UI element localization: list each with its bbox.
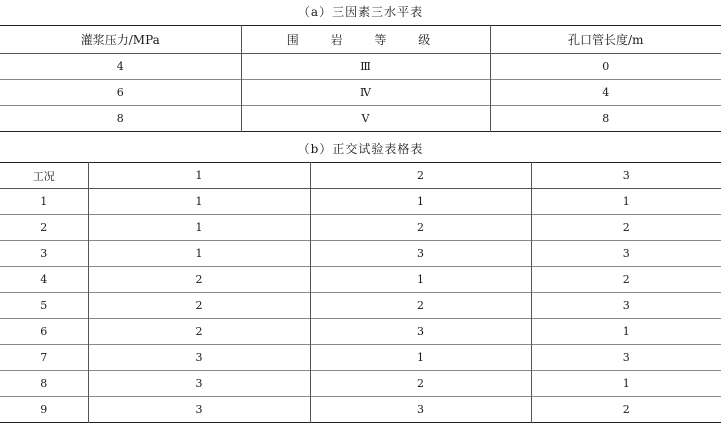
- table-b-header-row: [0, 163, 721, 189]
- table-cell: 5: [0, 293, 88, 319]
- table-cell: 8: [0, 106, 241, 132]
- table-cell: 2: [310, 371, 531, 397]
- table-row: [0, 397, 721, 423]
- table-row: [0, 293, 721, 319]
- table-cell: 3: [531, 345, 721, 371]
- table-cell: Ⅳ: [241, 80, 490, 106]
- table-row: [0, 106, 721, 132]
- table-cell: 2: [88, 267, 310, 293]
- table-cell: 3: [88, 371, 310, 397]
- table-cell: 2: [531, 215, 721, 241]
- table-cell: 2: [531, 397, 721, 423]
- table-cell: 1: [310, 189, 531, 215]
- orthogonal-test-table: [0, 162, 721, 423]
- table-cell: Ⅴ: [241, 106, 490, 132]
- table-cell: 8: [490, 106, 721, 132]
- table-cell: 3: [0, 241, 88, 267]
- table-cell: 9: [0, 397, 88, 423]
- table-cell: 3: [310, 319, 531, 345]
- table-cell: 1: [88, 241, 310, 267]
- table-cell: 1: [88, 189, 310, 215]
- table-cell: 2: [531, 267, 721, 293]
- header-factor-1: 1: [88, 163, 310, 189]
- header-rock-grade: 围 岩 等 级: [241, 26, 490, 54]
- table-cell: 1: [88, 215, 310, 241]
- table-row: [0, 319, 721, 345]
- header-factor-3: 3: [531, 163, 721, 189]
- header-case: 工况: [0, 163, 88, 189]
- table-cell: 1: [0, 189, 88, 215]
- table-row: [0, 215, 721, 241]
- table-cell: 6: [0, 319, 88, 345]
- table-row: [0, 241, 721, 267]
- table-cell: 6: [0, 80, 241, 106]
- table-cell: 1: [531, 189, 721, 215]
- table-row: [0, 54, 721, 80]
- three-factor-level-table: [0, 25, 721, 132]
- table-cell: Ⅲ: [241, 54, 490, 80]
- header-orifice-pipe-length: 孔口管长度/m: [490, 26, 721, 54]
- table-row: [0, 345, 721, 371]
- table-cell: 8: [0, 371, 88, 397]
- table-row: [0, 371, 721, 397]
- table-cell: 7: [0, 345, 88, 371]
- table-cell: 3: [88, 345, 310, 371]
- table-cell: 2: [88, 319, 310, 345]
- table-cell: 2: [310, 215, 531, 241]
- table-a-header-row: [0, 26, 721, 54]
- table-cell: 2: [310, 293, 531, 319]
- header-factor-2: 2: [310, 163, 531, 189]
- header-grouting-pressure: 灌浆压力/MPa: [0, 26, 241, 54]
- table-cell: 4: [0, 54, 241, 80]
- table-cell: 3: [531, 293, 721, 319]
- table-cell: 4: [0, 267, 88, 293]
- table-a-caption: （a）三因素三水平表: [297, 5, 424, 19]
- table-cell: 1: [310, 345, 531, 371]
- table-cell: 1: [310, 267, 531, 293]
- table-cell: 2: [0, 215, 88, 241]
- table-cell: 2: [88, 293, 310, 319]
- table-cell: 3: [310, 241, 531, 267]
- table-row: [0, 189, 721, 215]
- table-row: [0, 267, 721, 293]
- table-cell: 3: [310, 397, 531, 423]
- table-b-caption: （b）正交试验表格表: [297, 142, 424, 156]
- table-cell: 1: [531, 319, 721, 345]
- table-cell: 3: [531, 241, 721, 267]
- table-row: [0, 80, 721, 106]
- table-cell: 4: [490, 80, 721, 106]
- table-cell: 1: [531, 371, 721, 397]
- table-cell: 0: [490, 54, 721, 80]
- table-cell: 3: [88, 397, 310, 423]
